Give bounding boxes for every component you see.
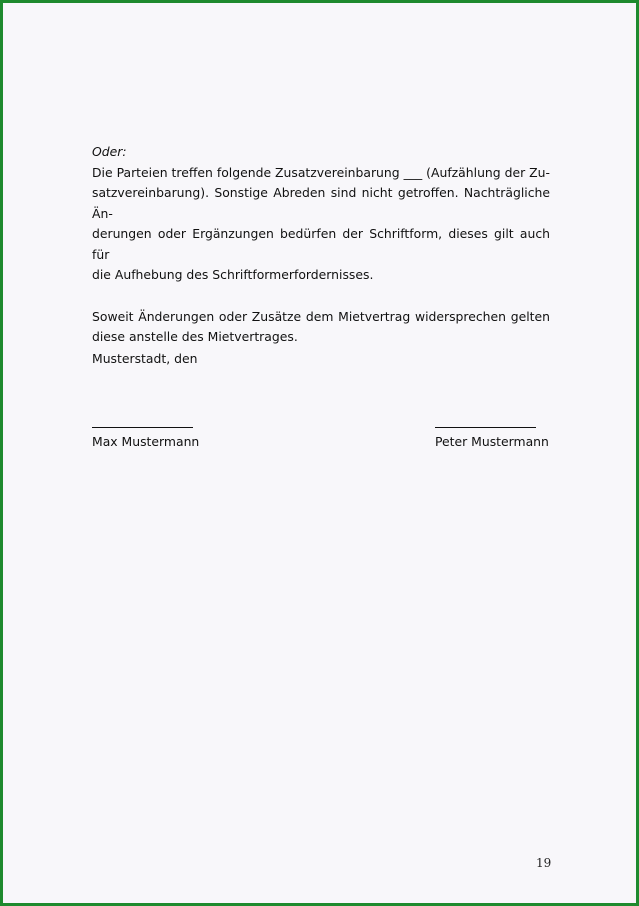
alternative-heading: Oder: [92, 144, 127, 159]
signature-block-right [435, 416, 549, 450]
paragraph-additional-agreements [92, 163, 550, 286]
signature-line [92, 416, 193, 428]
paragraph-line: die Aufhebung des Schriftformerfordernisses. [92, 267, 374, 282]
page-number: 19 [536, 856, 552, 870]
signatory-name: Max Mustermann [92, 434, 200, 449]
place-date-line: Musterstadt, den [92, 351, 198, 366]
paragraph-line: satzvereinbarung). Sonstige Abreden sind nicht getroffen. Nachträgliche Än- [92, 185, 550, 221]
signature-block-left [92, 416, 199, 450]
paragraph-line: derungen oder Ergänzungen bedürfen der Schriftform, dieses gilt auch für [92, 226, 550, 262]
paragraph-line: Soweit Änderungen oder Zusätze dem Mietvertrag widersprechen gelten [92, 308, 550, 324]
signatory-name: Peter Mustermann [435, 434, 549, 449]
body-text [92, 142, 550, 348]
paragraph-precedence [92, 307, 550, 348]
paragraph-line: Die Parteien treffen folgende Zusatzvereinbarung ___ (Aufzählung der Zu- [92, 164, 550, 180]
signature-line [435, 416, 536, 428]
paragraph-line: diese anstelle des Mietvertrages. [92, 329, 298, 344]
